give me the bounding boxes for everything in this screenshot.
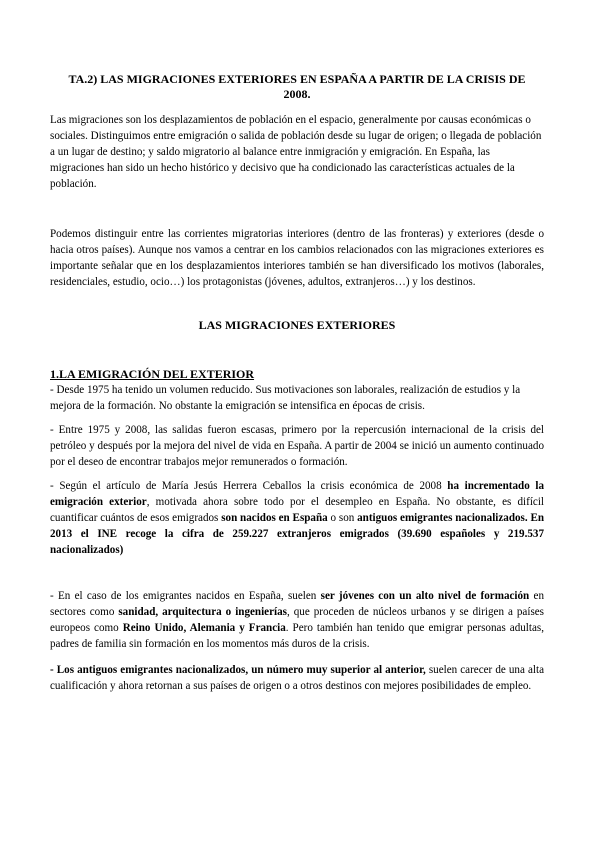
paragraph-5 xyxy=(50,662,544,694)
text-run: , motivada ahora sobre todo por el desempleo en España. No obstante, es difícil cuantificar cuántos de esos emigrados xyxy=(50,496,544,524)
paragraph-2: - Entre 1975 y 2008, las salidas fueron escasas, primero por la repercusión internacional de la crisis del petróleo y después por la mejora del nivel de vida en España. A partir de 2004 se inició un aumento continuado por el deseo de encontrar trabajos mejor remunerados o formación. xyxy=(50,424,544,468)
bold-run: - Los antiguos emigrantes nacionalizados, un número muy superior al anterior, xyxy=(50,664,426,676)
bold-run: ha incrementado la emigración exterior xyxy=(50,480,544,508)
text-run: - En el caso de los emigrantes nacidos en España, suelen xyxy=(50,590,321,602)
bold-run: sanidad, arquitectura o ingenierías xyxy=(118,606,287,618)
text-run: suelen carecer de una alta cualificación y ahora retornan a sus países de origen o a otros destinos con mejores posibilidades de empleo. xyxy=(50,664,544,692)
text-run: , que proceden de núcleos urbanos y se dirigen a países europeos como xyxy=(50,606,544,634)
text-run: en sectores como xyxy=(50,590,545,618)
section-heading: 1.LA EMIGRACIÓN DEL EXTERIOR xyxy=(50,367,255,381)
bold-run: Reino Unido, Alemania y Francia xyxy=(122,622,286,634)
spacer xyxy=(50,192,544,218)
bold-run: son nacidos en España xyxy=(221,512,328,524)
section-subtitle: LAS MIGRACIONES EXTERIORES xyxy=(198,318,396,332)
text-run: - Según el artículo de María Jesús Herrera Ceballos la crisis económica de 2008 xyxy=(50,480,448,492)
intro-paragraph: Las migraciones son los desplazamientos de población en el espacio, generalmente por causas económicas o sociales. Distinguimos entre emigración o salida de población desde su lugar de origen; o llegada de población a un lugar de destino; y saldo migratorio al balance entre inmigración y emigración. En España, las migraciones han sido un hecho histórico y decisivo que ha condicionado las características actuales de la población. xyxy=(50,114,542,190)
text-run: . Pero también han tenido que emigrar personas adultas, padres de familia sin formación en los momentos más duros de la crisis. xyxy=(50,622,544,650)
bold-run: antiguos emigrantes nacionalizados. En 2013 el INE recoge la cifra de 259.227 extranjeros emigrados (39.690 españoles y 219.537 nacionalizados) xyxy=(50,512,545,556)
paragraph-4 xyxy=(50,588,544,652)
paragraph-1: - Desde 1975 ha tenido un volumen reducido. Sus motivaciones son laborales, realización de estudios y la mejora de la formación. No obstante la emigración se intensifica en épocas de crisis. xyxy=(50,384,521,412)
page-title: TA.2) LAS MIGRACIONES EXTERIORES EN ESPAÑA A PARTIR DE LA CRISIS DE 2008. xyxy=(68,72,526,101)
text-run: o son xyxy=(327,512,358,524)
paragraph-3 xyxy=(50,478,544,558)
second-paragraph: Podemos distinguir entre las corrientes migratorias interiores (dentro de las fronteras) y exteriores (desde o hacia otros países). Aunque nos vamos a centrar en los cambios relacionados con las migraciones exteriores es importante señalar que en los desplazamientos interiores también se han diversificado los motivos (laborales, residenciales, estudio, ocio…) los protagonistas (jóvenes, adultos, extranjeros…) y los destinos. xyxy=(50,228,544,288)
bold-run: ser jóvenes con un alto nivel de formación xyxy=(320,590,530,602)
